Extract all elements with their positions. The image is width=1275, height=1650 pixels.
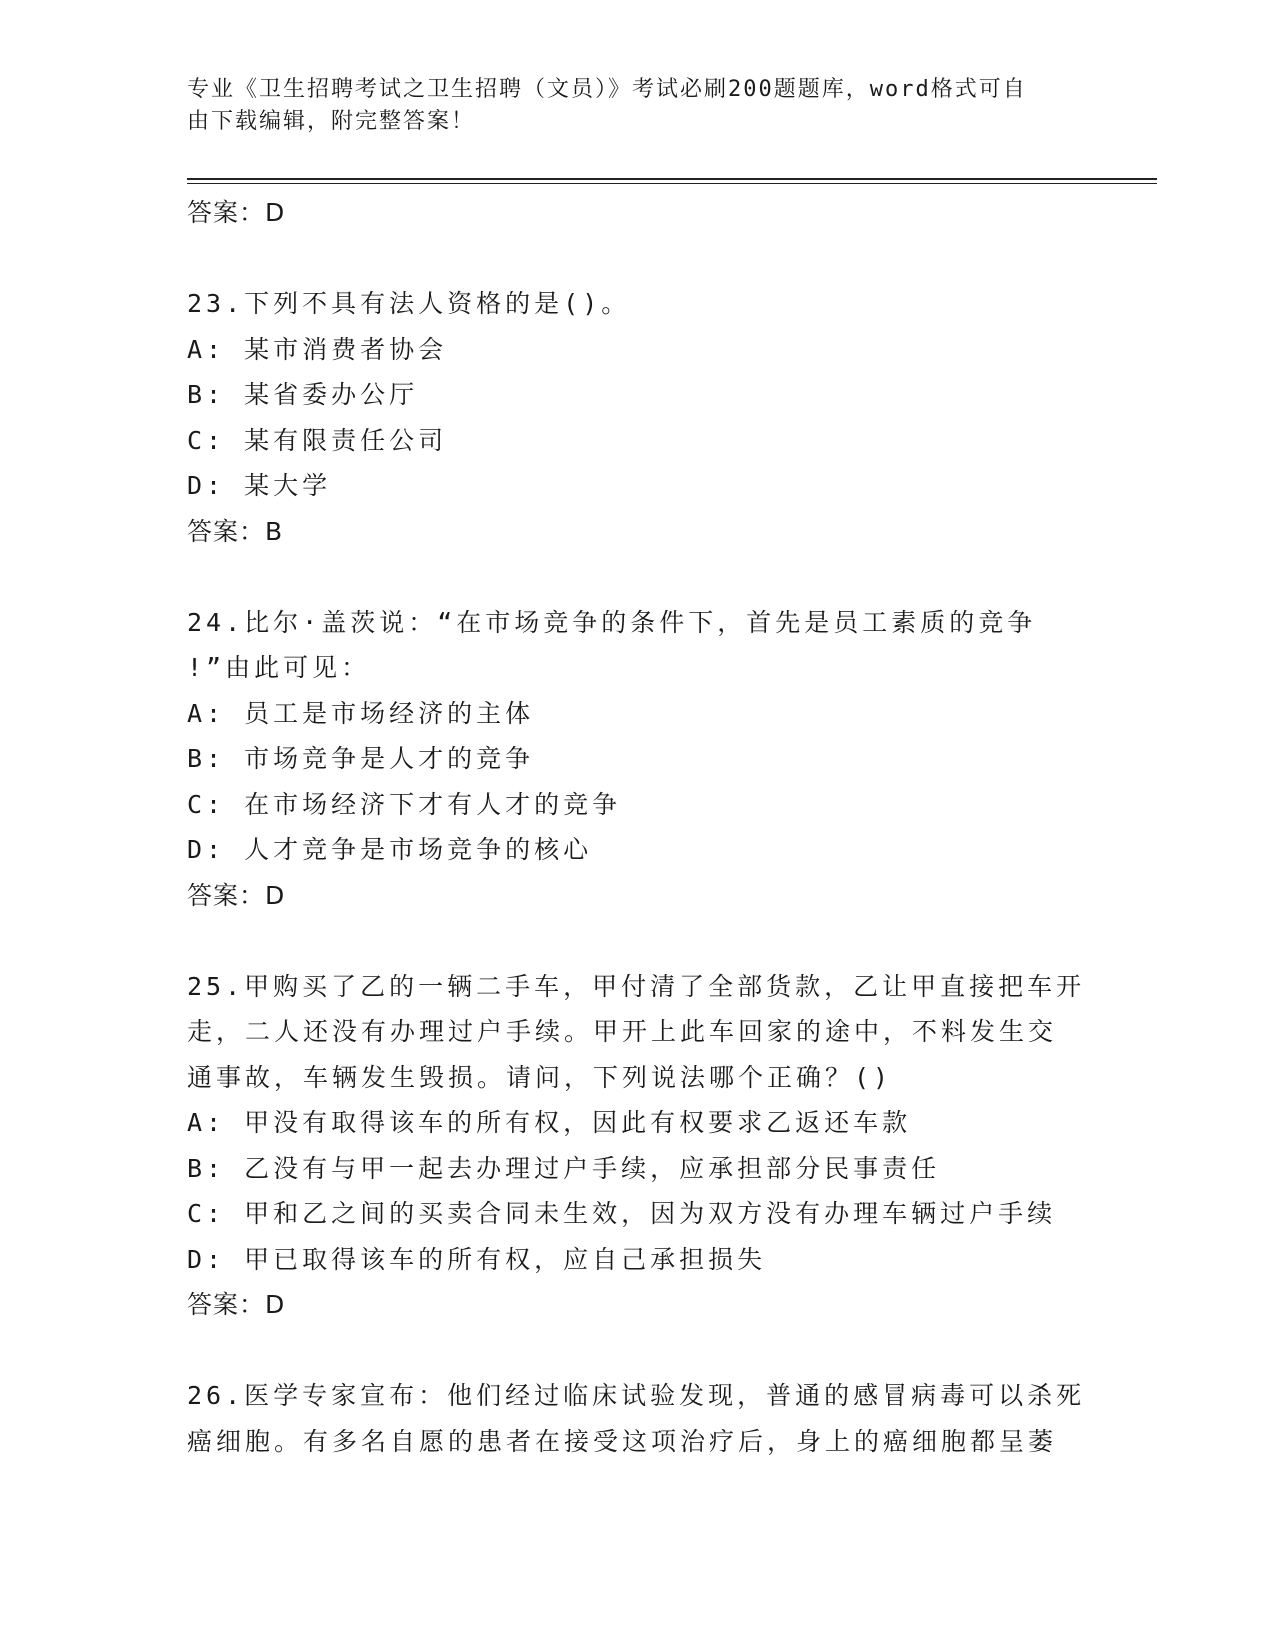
- option-a: A: 某市消费者协会: [187, 334, 448, 364]
- option-a: A: 甲没有取得该车的所有权，因此有权要求乙返还车款: [187, 1108, 912, 1137]
- question-stem: 通事故，车辆发生毁损。请问，下列说法哪个正确？(): [187, 1062, 893, 1092]
- question-stem: 走，二人还没有办理过户手续。甲开上此车回家的途中，不料发生交: [187, 1017, 1058, 1046]
- answer-line: 答案：D: [187, 1290, 286, 1319]
- question-stem: 24.比尔·盖茨说：“在市场竞争的条件下，首先是员工素质的竞争: [187, 607, 1037, 637]
- question-block: [187, 964, 1087, 1328]
- option-b: B: 乙没有与甲一起去办理过户手续，应承担部分民事责任: [187, 1153, 941, 1183]
- option-d: D: 人才竞争是市场竞争的核心: [187, 835, 593, 864]
- option-c: C: 某有限责任公司: [187, 425, 448, 455]
- answer-line: 答案：D: [187, 880, 286, 910]
- question-list: [187, 190, 1087, 1464]
- answer-line: 答案：B: [187, 516, 284, 546]
- header-line: 由下载编辑，附完整答案！: [187, 109, 476, 134]
- header-divider: [187, 178, 1157, 180]
- page-header: [187, 74, 1067, 138]
- option-c: C: 甲和乙之间的买卖合同未生效，因为双方没有办理车辆过户手续: [187, 1199, 1057, 1228]
- question-stem: 25.甲购买了乙的一辆二手车，甲付清了全部货款，乙让甲直接把车开: [187, 971, 1086, 1001]
- option-c: C: 在市场经济下才有人才的竞争: [187, 789, 622, 819]
- header-divider-thin: [187, 183, 1157, 184]
- question-stem: 癌细胞。有多名自愿的患者在接受这项治疗后，身上的癌细胞都呈萎: [187, 1426, 1058, 1456]
- question-block: [187, 281, 1087, 554]
- question-block: [187, 1373, 1087, 1464]
- option-a: A: 员工是市场经济的主体: [187, 698, 535, 728]
- answer-line: 答案：D: [187, 198, 286, 227]
- question-stem: 26.医学专家宣布：他们经过临床试验发现，普通的感冒病毒可以杀死: [187, 1381, 1086, 1410]
- header-line: 专业《卫生招聘考试之卫生招聘（文员）》考试必刷200题题库，word格式可自: [187, 77, 1027, 102]
- option-b: B: 市场竞争是人才的竞争: [187, 744, 535, 773]
- question-block: [187, 600, 1087, 919]
- option-d: D: 甲已取得该车的所有权，应自己承担损失: [187, 1244, 767, 1274]
- question-stem: !”由此可见：: [187, 653, 371, 682]
- option-b: B: 某省委办公厅: [187, 380, 419, 409]
- option-d: D: 某大学: [187, 471, 332, 500]
- question-stem: 23.下列不具有法人资格的是()。: [187, 289, 631, 318]
